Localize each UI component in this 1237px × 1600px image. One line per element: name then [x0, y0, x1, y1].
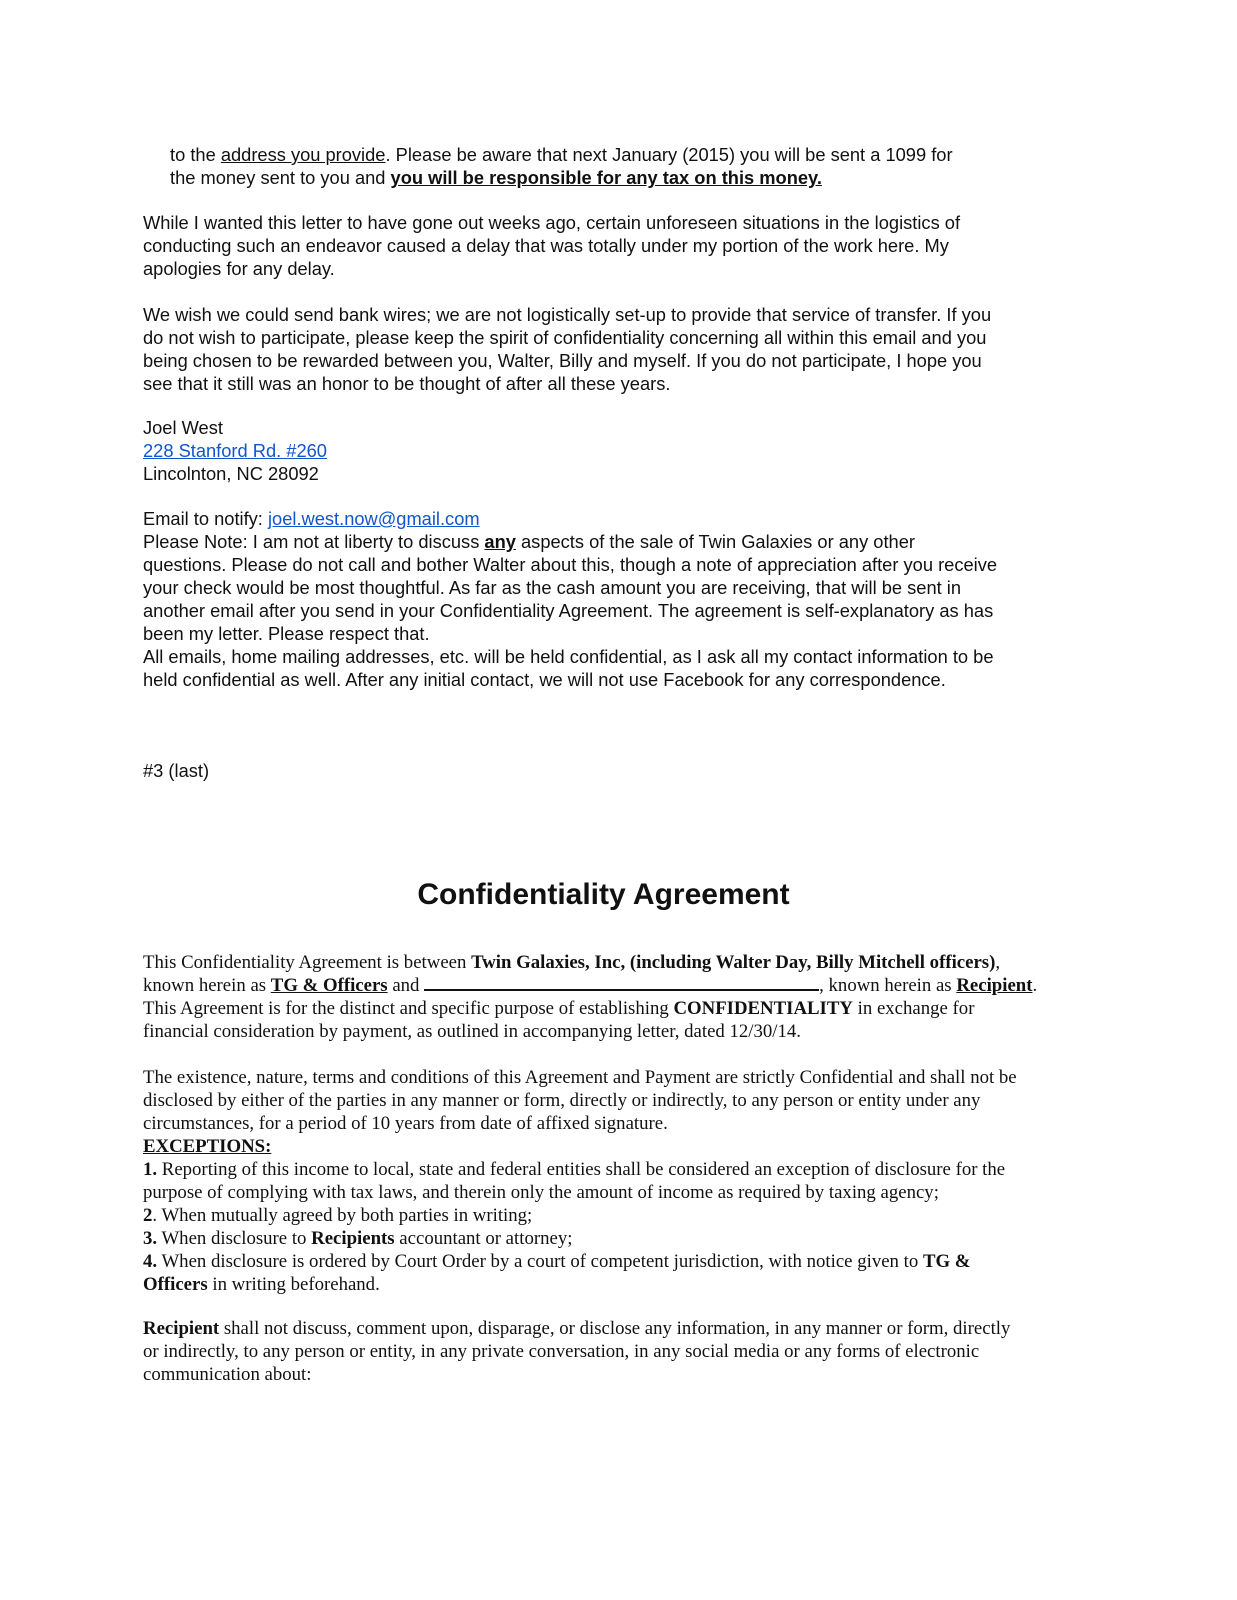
text-segment: #3 (last): [143, 760, 210, 781]
text-line: [143, 1227, 1017, 1250]
text-line: [143, 349, 991, 372]
signature-address-block: [143, 416, 327, 485]
bold-text: any: [484, 531, 516, 552]
text-segment: do not wish to participate, please keep the spirit of confidentiality concerning all within this email and you: [143, 327, 987, 348]
text-line: [143, 372, 991, 395]
text-segment: , known herein as: [819, 975, 957, 996]
bold-text: 3.: [143, 1228, 158, 1249]
text-line: [143, 303, 991, 326]
text-segment: Reporting of this income to local, state and federal entities shall be considered an exception of disclosure for the: [157, 1159, 1006, 1180]
text-segment: .: [1032, 975, 1038, 996]
text-line: [143, 1066, 1017, 1089]
text-segment: The existence, nature, terms and conditions of this Agreement and Payment are strictly Confidential and shall not be: [143, 1067, 1017, 1088]
text-segment: Lincolnton, NC 28092: [143, 463, 319, 484]
bold-text: Recipients: [311, 1228, 395, 1249]
text-line: [143, 211, 960, 234]
text-line: [143, 462, 327, 485]
bold-text: TG &: [922, 1251, 971, 1272]
text-line: [143, 1158, 1017, 1181]
text-segment: Email to notify:: [143, 508, 268, 529]
bold-text: EXCEPTIONS:: [143, 1136, 272, 1157]
text-segment: the money sent to you and: [170, 167, 391, 188]
text-line: [143, 668, 997, 691]
text-line: [143, 622, 997, 645]
text-segment: and: [387, 975, 425, 996]
agreement-parties-paragraph: [143, 951, 1037, 1043]
text-segment: held confidential as well. After any initial contact, we will not use Facebook for any correspondence.: [143, 669, 946, 690]
bold-text: Recipient: [956, 975, 1033, 996]
text-line: [143, 974, 1037, 997]
bold-text: you will be responsible for any tax on this money.: [390, 167, 822, 188]
text-line: [143, 599, 997, 622]
text-line: [143, 553, 997, 576]
text-segment: ,: [995, 952, 1001, 973]
link[interactable]: 228 Stanford Rd. #260: [143, 440, 327, 461]
text-line: [143, 530, 997, 553]
text-segment: accountant or attorney;: [394, 1228, 573, 1249]
text-line: [143, 1204, 1017, 1227]
text-line: [143, 1250, 1017, 1273]
text-line: [143, 507, 997, 530]
text-line: [143, 1317, 1010, 1340]
text-segment: purpose of complying with tax laws, and therein only the amount of income as required by taxing agency;: [143, 1182, 939, 1203]
bold-text: TG & Officers: [270, 975, 388, 996]
text-segment: Please Note: I am not at liberty to discuss: [143, 531, 485, 552]
bold-text: 4.: [143, 1251, 158, 1272]
bold-text: Twin Galaxies, Inc, (including Walter Day, Billy Mitchell officers): [471, 952, 996, 973]
text-line: [143, 1363, 1010, 1386]
text-segment: . Please be aware that next January (2015) you will be sent a 1099 for: [385, 144, 953, 165]
text-line: [143, 645, 997, 668]
text-segment: another email after you send in your Confidentiality Agreement. The agreement is self-explanatory as has: [143, 600, 994, 621]
text-line: [143, 1112, 1017, 1135]
text-segment: in writing beforehand.: [207, 1274, 380, 1295]
text-segment: communication about:: [143, 1364, 312, 1385]
text-line: [143, 1020, 1037, 1043]
agreement-title: Confidentiality Agreement: [417, 878, 790, 911]
bold-text: CONFIDENTIALITY: [673, 998, 853, 1019]
text-segment: see that it still was an honor to be thought of after all these years.: [143, 373, 671, 394]
text-segment: being chosen to be rewarded between you, Walter, Billy and myself. If you do not participate, I hope you: [143, 350, 982, 371]
text-segment: to the: [170, 144, 221, 165]
text-line: [143, 951, 1037, 974]
bold-text: 2: [143, 1205, 153, 1226]
text-segment: or indirectly, to any person or entity, in any private conversation, in any social media or any forms of electronic: [143, 1341, 980, 1362]
letter-paragraph-notes: [143, 507, 997, 691]
text-segment: shall not discuss, comment upon, disparage, or disclose any information, in any manner or form, directly: [219, 1318, 1011, 1339]
text-line: [143, 997, 1037, 1020]
bold-text: 1.: [143, 1159, 158, 1180]
text-segment: . When mutually agreed by both parties in writing;: [152, 1205, 533, 1226]
bold-text: Officers: [143, 1274, 208, 1295]
text-line: [143, 1181, 1017, 1204]
text-line: [143, 257, 960, 280]
text-segment: your check would be most thoughtful. As far as the cash amount you are receiving, that will be sent in: [143, 577, 962, 598]
letter-paragraph-check-address: [170, 143, 953, 189]
agreement-terms-exceptions: [143, 1066, 1017, 1296]
text-segment: This Confidentiality Agreement is between: [143, 952, 472, 973]
text-segment: circumstances, for a period of 10 years from date of affixed signature.: [143, 1113, 668, 1134]
text-segment: When disclosure to: [157, 1228, 312, 1249]
text-segment: conducting such an endeavor caused a delay that was totally under my portion of the work here. My: [143, 235, 949, 256]
letter-paragraph-delay-apology: [143, 211, 960, 280]
text-segment: questions. Please do not call and bother Walter about this, though a note of appreciation after you receive: [143, 554, 998, 575]
text-segment: known herein as: [143, 975, 271, 996]
agreement-recipient-obligations: [143, 1317, 1010, 1386]
text-segment: While I wanted this letter to have gone out weeks ago, certain unforeseen situations in the logistics of: [143, 212, 961, 233]
text-line: [143, 416, 327, 439]
text-segment: financial consideration by payment, as outlined in accompanying letter, dated 12/30/14.: [143, 1021, 801, 1042]
text-segment: We wish we could send bank wires; we are not logistically set-up to provide that service of transfer. If you: [143, 304, 992, 325]
page-marker: [143, 759, 209, 782]
text-line: [170, 166, 953, 189]
text-line: [143, 1273, 1017, 1296]
text-segment: in exchange for: [852, 998, 975, 1019]
text-segment: been my letter. Please respect that.: [143, 623, 430, 644]
text-line: [143, 234, 960, 257]
text-line: [143, 759, 209, 782]
text-segment: aspects of the sale of Twin Galaxies or any other: [515, 531, 915, 552]
text-line: [143, 439, 327, 462]
text-segment: This Agreement is for the distinct and specific purpose of establishing: [143, 998, 674, 1019]
text-line: [143, 576, 997, 599]
bold-text: Recipient: [143, 1318, 220, 1339]
link[interactable]: joel.west.now@gmail.com: [267, 508, 480, 529]
underlined-text: address you provide: [220, 144, 386, 165]
text-segment: When disclosure is ordered by Court Order by a court of competent jurisdiction, with notice given to: [157, 1251, 923, 1272]
text-segment: All emails, home mailing addresses, etc. will be held confidential, as I ask all my contact information to be: [143, 646, 994, 667]
text-line: [170, 143, 953, 166]
text-line: [143, 1340, 1010, 1363]
text-line: [143, 326, 991, 349]
recipient-name-blank[interactable]: [424, 975, 819, 991]
text-line: [143, 1089, 1017, 1112]
text-segment: apologies for any delay.: [143, 258, 335, 279]
text-line: [143, 1135, 1017, 1158]
letter-paragraph-bank-wires: [143, 303, 991, 395]
text-segment: Joel West: [143, 417, 223, 438]
text-segment: disclosed by either of the parties in any manner or form, directly or indirectly, to any person or entity under any: [143, 1090, 981, 1111]
